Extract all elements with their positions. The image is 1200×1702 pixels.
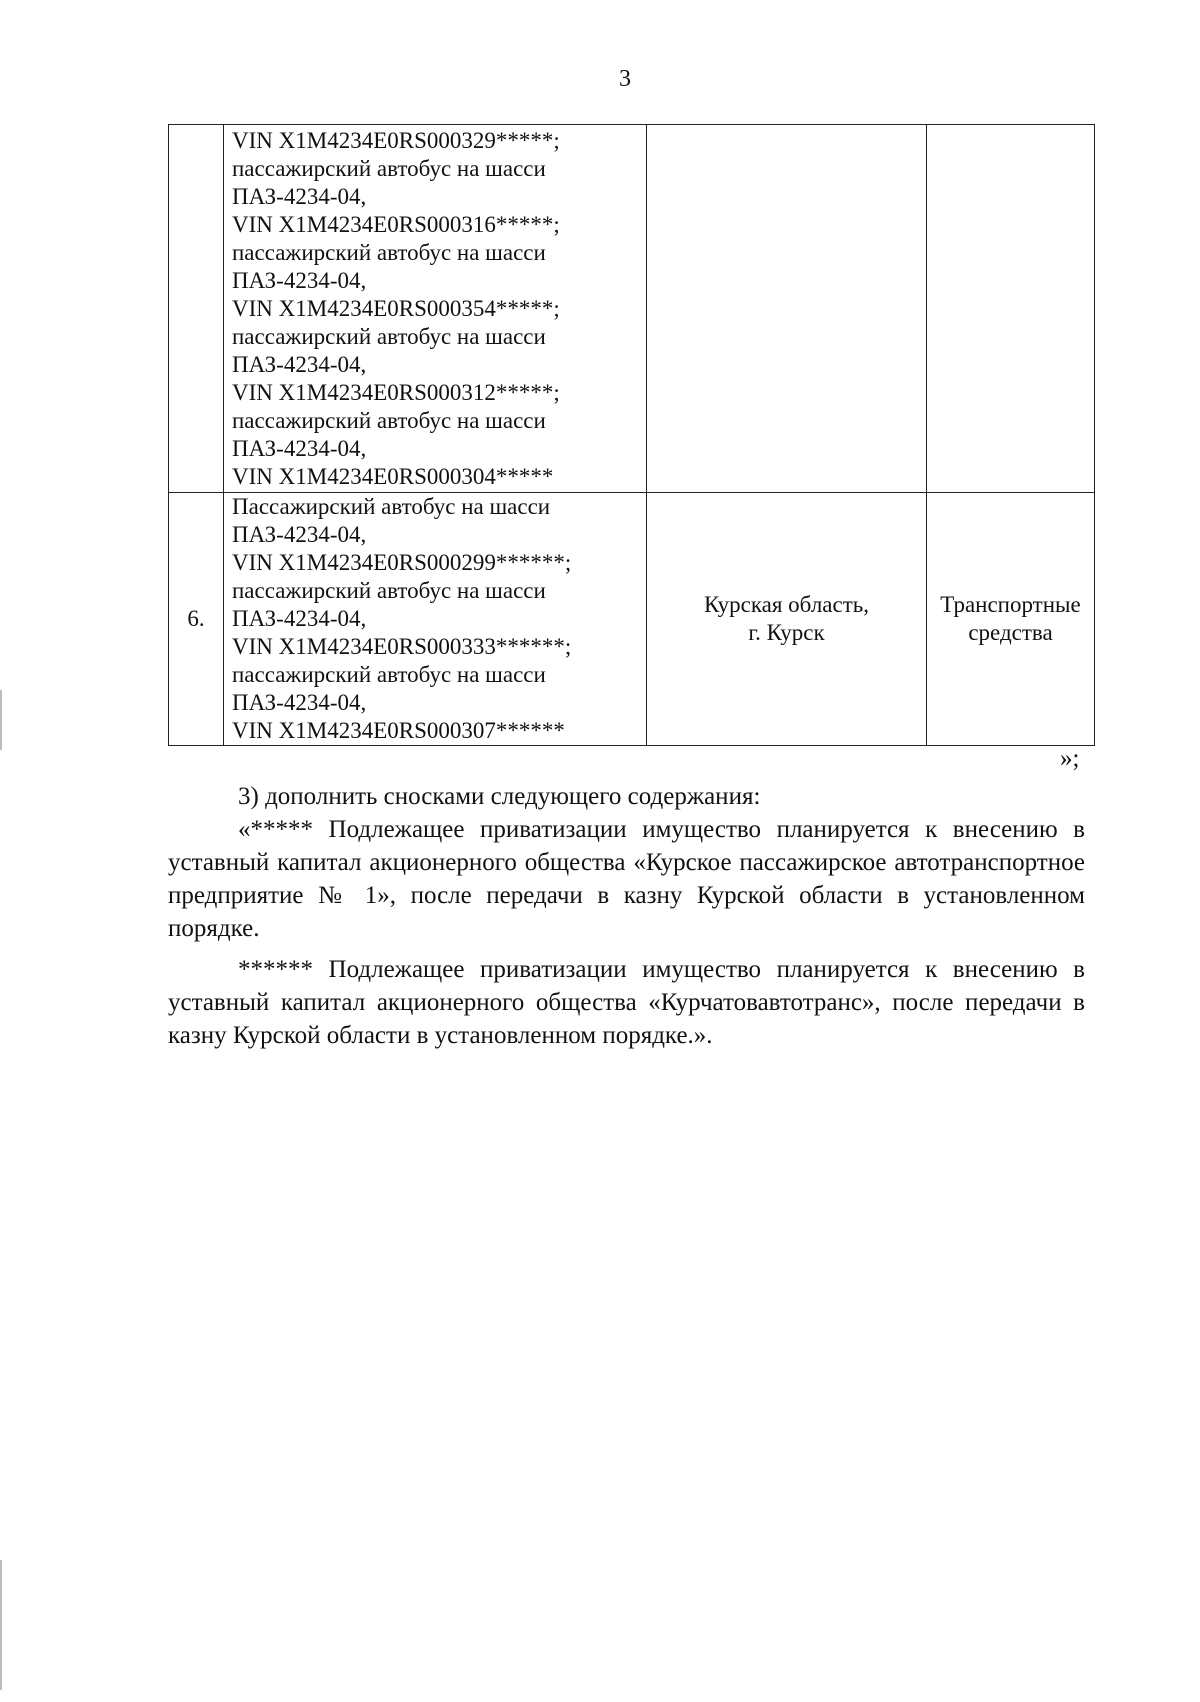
type-line: Транспортные bbox=[940, 592, 1081, 617]
description-line: VIN X1M4234E0RS000304***** bbox=[232, 463, 554, 489]
description-line: ПАЗ-4234-04, bbox=[232, 183, 367, 209]
items-table bbox=[168, 124, 1095, 746]
description-line: Пассажирский автобус на шасси bbox=[232, 494, 551, 519]
row-number-cell bbox=[169, 125, 224, 493]
type-cell bbox=[927, 125, 1095, 493]
scan-edge-mark bbox=[0, 690, 2, 750]
description-line: ПАЗ-4234-04, bbox=[232, 351, 367, 377]
description-line: пассажирский автобус на шасси bbox=[232, 662, 546, 687]
description-line: ПАЗ-4234-04, bbox=[232, 606, 367, 631]
type-cell bbox=[927, 493, 1095, 746]
intro-paragraph: 3) дополнить сносками следующего содержания: bbox=[238, 783, 761, 810]
description-line: VIN X1M4234E0RS000354*****; bbox=[232, 295, 560, 321]
description-line: ПАЗ-4234-04, bbox=[232, 267, 367, 293]
type-line: средства bbox=[968, 620, 1053, 645]
description-line: пассажирский автобус на шасси bbox=[232, 239, 546, 265]
description-line: ПАЗ-4234-04, bbox=[232, 522, 367, 547]
description-line: VIN X1M4234E0RS000299******; bbox=[232, 550, 572, 575]
location-cell bbox=[647, 125, 927, 493]
location-line: г. Курск bbox=[748, 620, 825, 645]
description-cell bbox=[224, 125, 647, 493]
footnote-1: «***** Подлежащее приватизации имущество планируется к внесению в уставный капитал акционерного общества «Курское пассажирское автотранспортное предприятие № 1», после передачи в казну Курской области в установленном порядке. bbox=[168, 816, 1085, 942]
location-cell bbox=[647, 493, 927, 746]
description-line: VIN X1M4234E0RS000316*****; bbox=[232, 211, 560, 237]
description-line: пассажирский автобус на шасси bbox=[232, 407, 546, 433]
page-number: 3 bbox=[619, 66, 631, 92]
body-text bbox=[168, 780, 1085, 1052]
closing-quote: »; bbox=[1060, 745, 1080, 772]
description-line: VIN X1M4234E0RS000307****** bbox=[232, 718, 565, 743]
table-row bbox=[169, 125, 1095, 493]
description-cell bbox=[224, 493, 647, 746]
scan-edge-mark bbox=[0, 1560, 2, 1690]
description-line: VIN X1M4234E0RS000312*****; bbox=[232, 379, 560, 405]
description-line: пассажирский автобус на шасси bbox=[232, 155, 546, 181]
description-line: ПАЗ-4234-04, bbox=[232, 435, 367, 461]
description-line: пассажирский автобус на шасси bbox=[232, 323, 546, 349]
location-line: Курская область, bbox=[704, 592, 869, 617]
description-line: VIN X1M4234E0RS000333******; bbox=[232, 634, 572, 659]
footnote-2: ****** Подлежащее приватизации имущество планируется к внесению в уставный капитал акционерного общества «Курчатовавтотранс», после передачи в казну Курской области в установленном порядке.». bbox=[168, 956, 1085, 1049]
table-row bbox=[169, 493, 1095, 746]
description-line: ПАЗ-4234-04, bbox=[232, 690, 367, 715]
description-line: VIN X1M4234E0RS000329*****; bbox=[232, 127, 560, 153]
description-line: пассажирский автобус на шасси bbox=[232, 578, 546, 603]
row-number-cell: 6. bbox=[169, 493, 224, 746]
